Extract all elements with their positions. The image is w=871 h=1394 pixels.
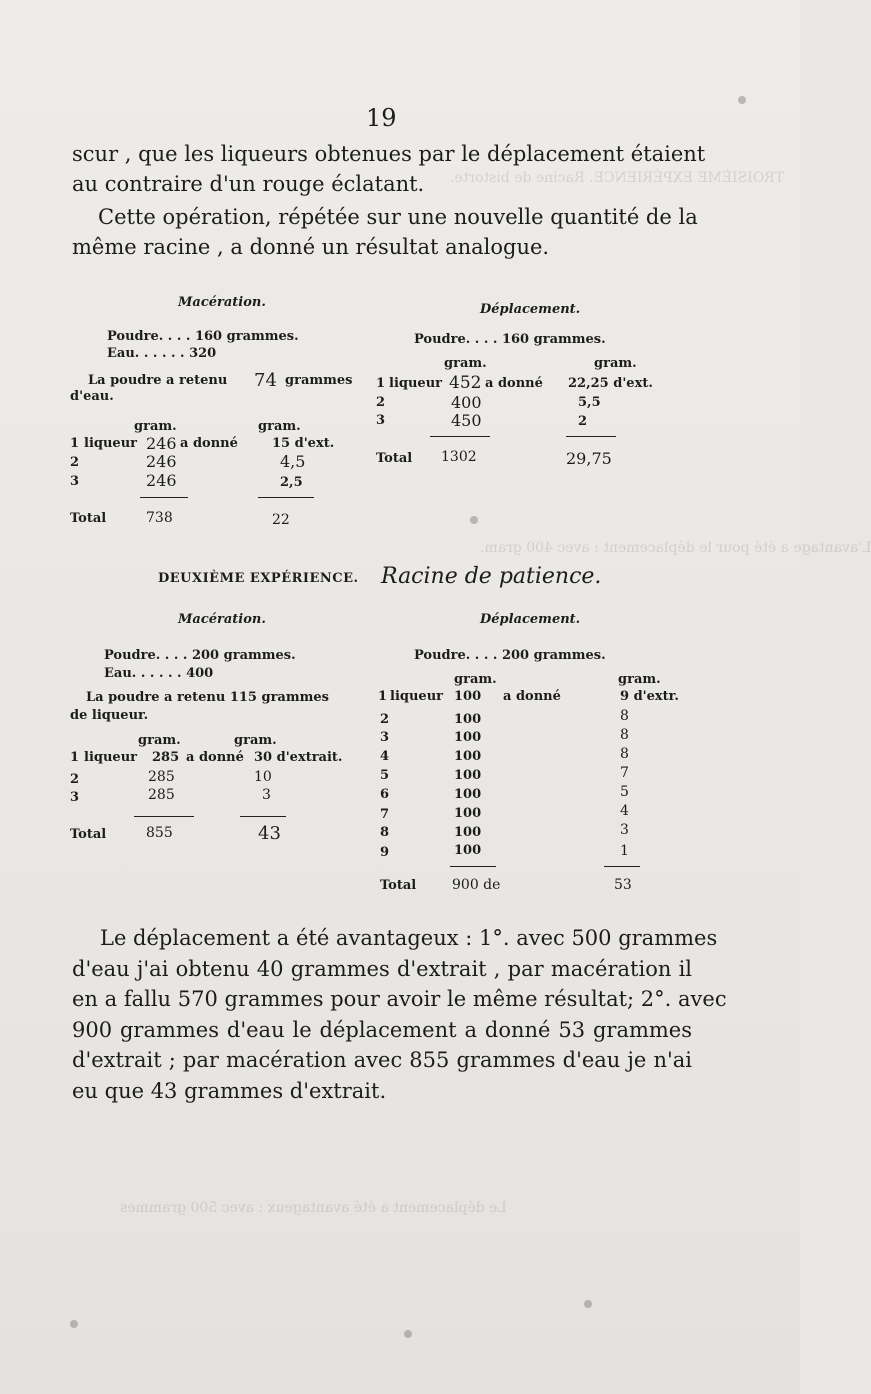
deplacement-title: Déplacement. — [480, 612, 581, 627]
sum-rule — [134, 816, 194, 817]
total-value: 900 de — [452, 877, 501, 893]
col-header: gram. — [618, 672, 661, 687]
row-value: 2 — [578, 414, 588, 429]
row-value: 15 d'ext. — [272, 436, 335, 451]
intro-paragraph — [72, 139, 706, 199]
row-value: 9 d'extr. — [620, 689, 679, 704]
row-num: 3 — [376, 413, 386, 428]
retenu-text: La poudre a retenu 115 grammes — [86, 690, 329, 705]
row-value: 4,5 — [280, 452, 306, 471]
paper-speck — [738, 96, 746, 104]
row-value: 8 — [620, 727, 629, 743]
total-value: 738 — [146, 510, 173, 526]
row-label: liqueur — [84, 750, 137, 765]
row-num: 7 — [380, 807, 390, 822]
paper-speck — [470, 516, 478, 524]
total-value: 53 — [614, 877, 632, 893]
poudre-line: Poudre. . . . 200 grammes. — [414, 648, 606, 663]
text-line: même racine , a donné un résultat analogue. — [72, 235, 550, 259]
row-num: 2 — [380, 712, 390, 727]
paper-speck — [584, 1300, 592, 1308]
row-value: 8 — [620, 746, 629, 762]
row-value: 100 — [454, 787, 482, 802]
col-header: gram. — [454, 672, 497, 687]
sum-rule — [430, 436, 490, 437]
row-num: 5 — [380, 768, 390, 783]
sum-rule — [566, 436, 616, 437]
row-value: 400 — [451, 393, 482, 412]
row-value: 285 — [148, 769, 175, 785]
sum-rule — [140, 497, 188, 498]
total-label: Total — [380, 878, 417, 893]
row-num: 3 — [380, 730, 390, 745]
sum-rule — [450, 866, 496, 867]
eau-line: Eau. . . . . . 320 — [107, 346, 217, 361]
row-label: liqueur — [389, 376, 442, 391]
row-value: 246 — [146, 452, 177, 471]
total-label: Total — [70, 827, 107, 842]
row-value: 246 — [146, 471, 177, 490]
poudre-line: Poudre. . . . 160 grammes. — [107, 329, 299, 344]
sum-rule — [604, 866, 640, 867]
row-value: 246 — [146, 434, 177, 453]
total-label: Total — [70, 511, 107, 526]
bleed-through: TROISIÈME EXPÉRIENCE. Racine de bistorte. — [450, 170, 785, 186]
row-num: 2 — [376, 395, 386, 410]
poudre-line: Poudre. . . . 200 grammes. — [104, 648, 296, 663]
row-value: 285 — [152, 750, 180, 765]
row-value: 100 — [454, 730, 482, 745]
col-header: gram. — [258, 419, 301, 434]
row-num: 1 — [70, 436, 80, 451]
experiment-heading: DEUXIÈME EXPÉRIENCE. — [158, 571, 359, 586]
row-value: 3 — [620, 822, 629, 838]
retenu-end: de liqueur. — [70, 708, 149, 723]
text-line: eu que 43 grammes d'extrait. — [72, 1078, 387, 1103]
row-value: 450 — [451, 411, 482, 430]
row-value: 10 — [254, 769, 272, 785]
poudre-line: Poudre. . . . 160 grammes. — [414, 332, 606, 347]
row-value: 5,5 — [578, 395, 601, 410]
row-label: liqueur — [390, 689, 443, 704]
col-header: gram. — [444, 356, 487, 371]
row-value: 100 — [454, 689, 482, 704]
deplacement-title: Déplacement. — [480, 302, 581, 317]
row-value: 7 — [620, 765, 629, 781]
row-value: 100 — [454, 749, 482, 764]
text-line: en a fallu 570 grammes pour avoir le même résultat; 2°. avec — [72, 987, 727, 1011]
page-number: 19 — [366, 104, 397, 132]
text-line: d'eau j'ai obtenu 40 grammes d'extrait , par macération il — [72, 956, 692, 981]
row-value: 22,25 d'ext. — [568, 376, 653, 391]
row-label: a donné — [485, 376, 543, 391]
row-num: 2 — [70, 455, 80, 470]
row-label: a donné — [186, 750, 244, 765]
row-value: 100 — [454, 843, 482, 858]
row-value: 100 — [454, 825, 482, 840]
row-num: 2 — [70, 772, 80, 787]
row-label: a donné — [503, 689, 561, 704]
total-value: 43 — [258, 823, 281, 844]
text-line: Le déplacement a été avantageux : 1°. avec 500 grammes — [100, 926, 718, 950]
row-value: 5 — [620, 784, 629, 800]
col-header: gram. — [134, 419, 177, 434]
bleed-through: Le déplacement a été avantageux : avec 500 grammes — [120, 1200, 507, 1216]
row-value: 8 — [620, 708, 629, 724]
eau-line: Eau. . . . . . 400 — [104, 666, 214, 681]
sum-rule — [258, 497, 314, 498]
bleed-through: L'avantage a été pour le déplacement : avec 400 gram. — [480, 540, 871, 556]
text-line: 900 grammes d'eau le déplacement a donné 53 grammes — [72, 1017, 692, 1042]
retenu-unit: grammes — [285, 373, 353, 388]
row-num: 1 — [376, 376, 386, 391]
maceration-title: Macération. — [178, 295, 266, 310]
row-value: 100 — [454, 768, 482, 783]
row-num: 3 — [70, 474, 80, 489]
retenu-end: d'eau. — [70, 389, 114, 404]
col-header: gram. — [138, 733, 181, 748]
row-value: 1 — [620, 843, 629, 859]
total-value: 29,75 — [566, 449, 612, 468]
paper-speck — [404, 1330, 412, 1338]
row-value: 100 — [454, 712, 482, 727]
row-num: 1 — [70, 750, 80, 765]
text-line: scur , que les liqueurs obtenues par le déplacement étaient — [72, 142, 706, 166]
sum-rule — [240, 816, 286, 817]
total-value: 1302 — [441, 449, 477, 465]
text-line: au contraire d'un rouge éclatant. — [72, 172, 425, 196]
col-header: gram. — [234, 733, 277, 748]
row-num: 1 — [378, 689, 388, 704]
text-line: d'extrait ; par macération avec 855 grammes d'eau je n'ai — [72, 1048, 692, 1072]
row-label: liqueur — [84, 436, 137, 451]
row-num: 6 — [380, 787, 390, 802]
paragraph — [72, 202, 697, 262]
total-label: Total — [376, 451, 413, 466]
experiment-title: Racine de patience. — [381, 564, 602, 589]
row-value: 3 — [262, 787, 271, 803]
row-value: 30 d'extrait. — [254, 750, 343, 765]
row-value: 285 — [148, 787, 175, 803]
row-num: 8 — [380, 825, 390, 840]
row-num: 4 — [380, 749, 390, 764]
row-value: 452 — [449, 373, 482, 393]
maceration-title: Macération. — [178, 612, 266, 627]
text-line: Cette opération, répétée sur une nouvelle quantité de la — [98, 205, 698, 229]
row-value: 100 — [454, 806, 482, 821]
col-header: gram. — [594, 356, 637, 371]
paper-speck — [70, 1320, 78, 1328]
row-num: 3 — [70, 790, 80, 805]
row-value: 2,5 — [280, 475, 303, 490]
total-value: 855 — [146, 825, 173, 841]
conclusion-paragraph — [72, 923, 727, 1106]
row-value: 4 — [620, 803, 629, 819]
total-value: 22 — [272, 512, 290, 528]
row-label: a donné — [180, 436, 238, 451]
row-num: 9 — [380, 845, 390, 860]
retenu-text: La poudre a retenu — [88, 373, 228, 388]
retenu-value: 74 — [254, 370, 277, 391]
